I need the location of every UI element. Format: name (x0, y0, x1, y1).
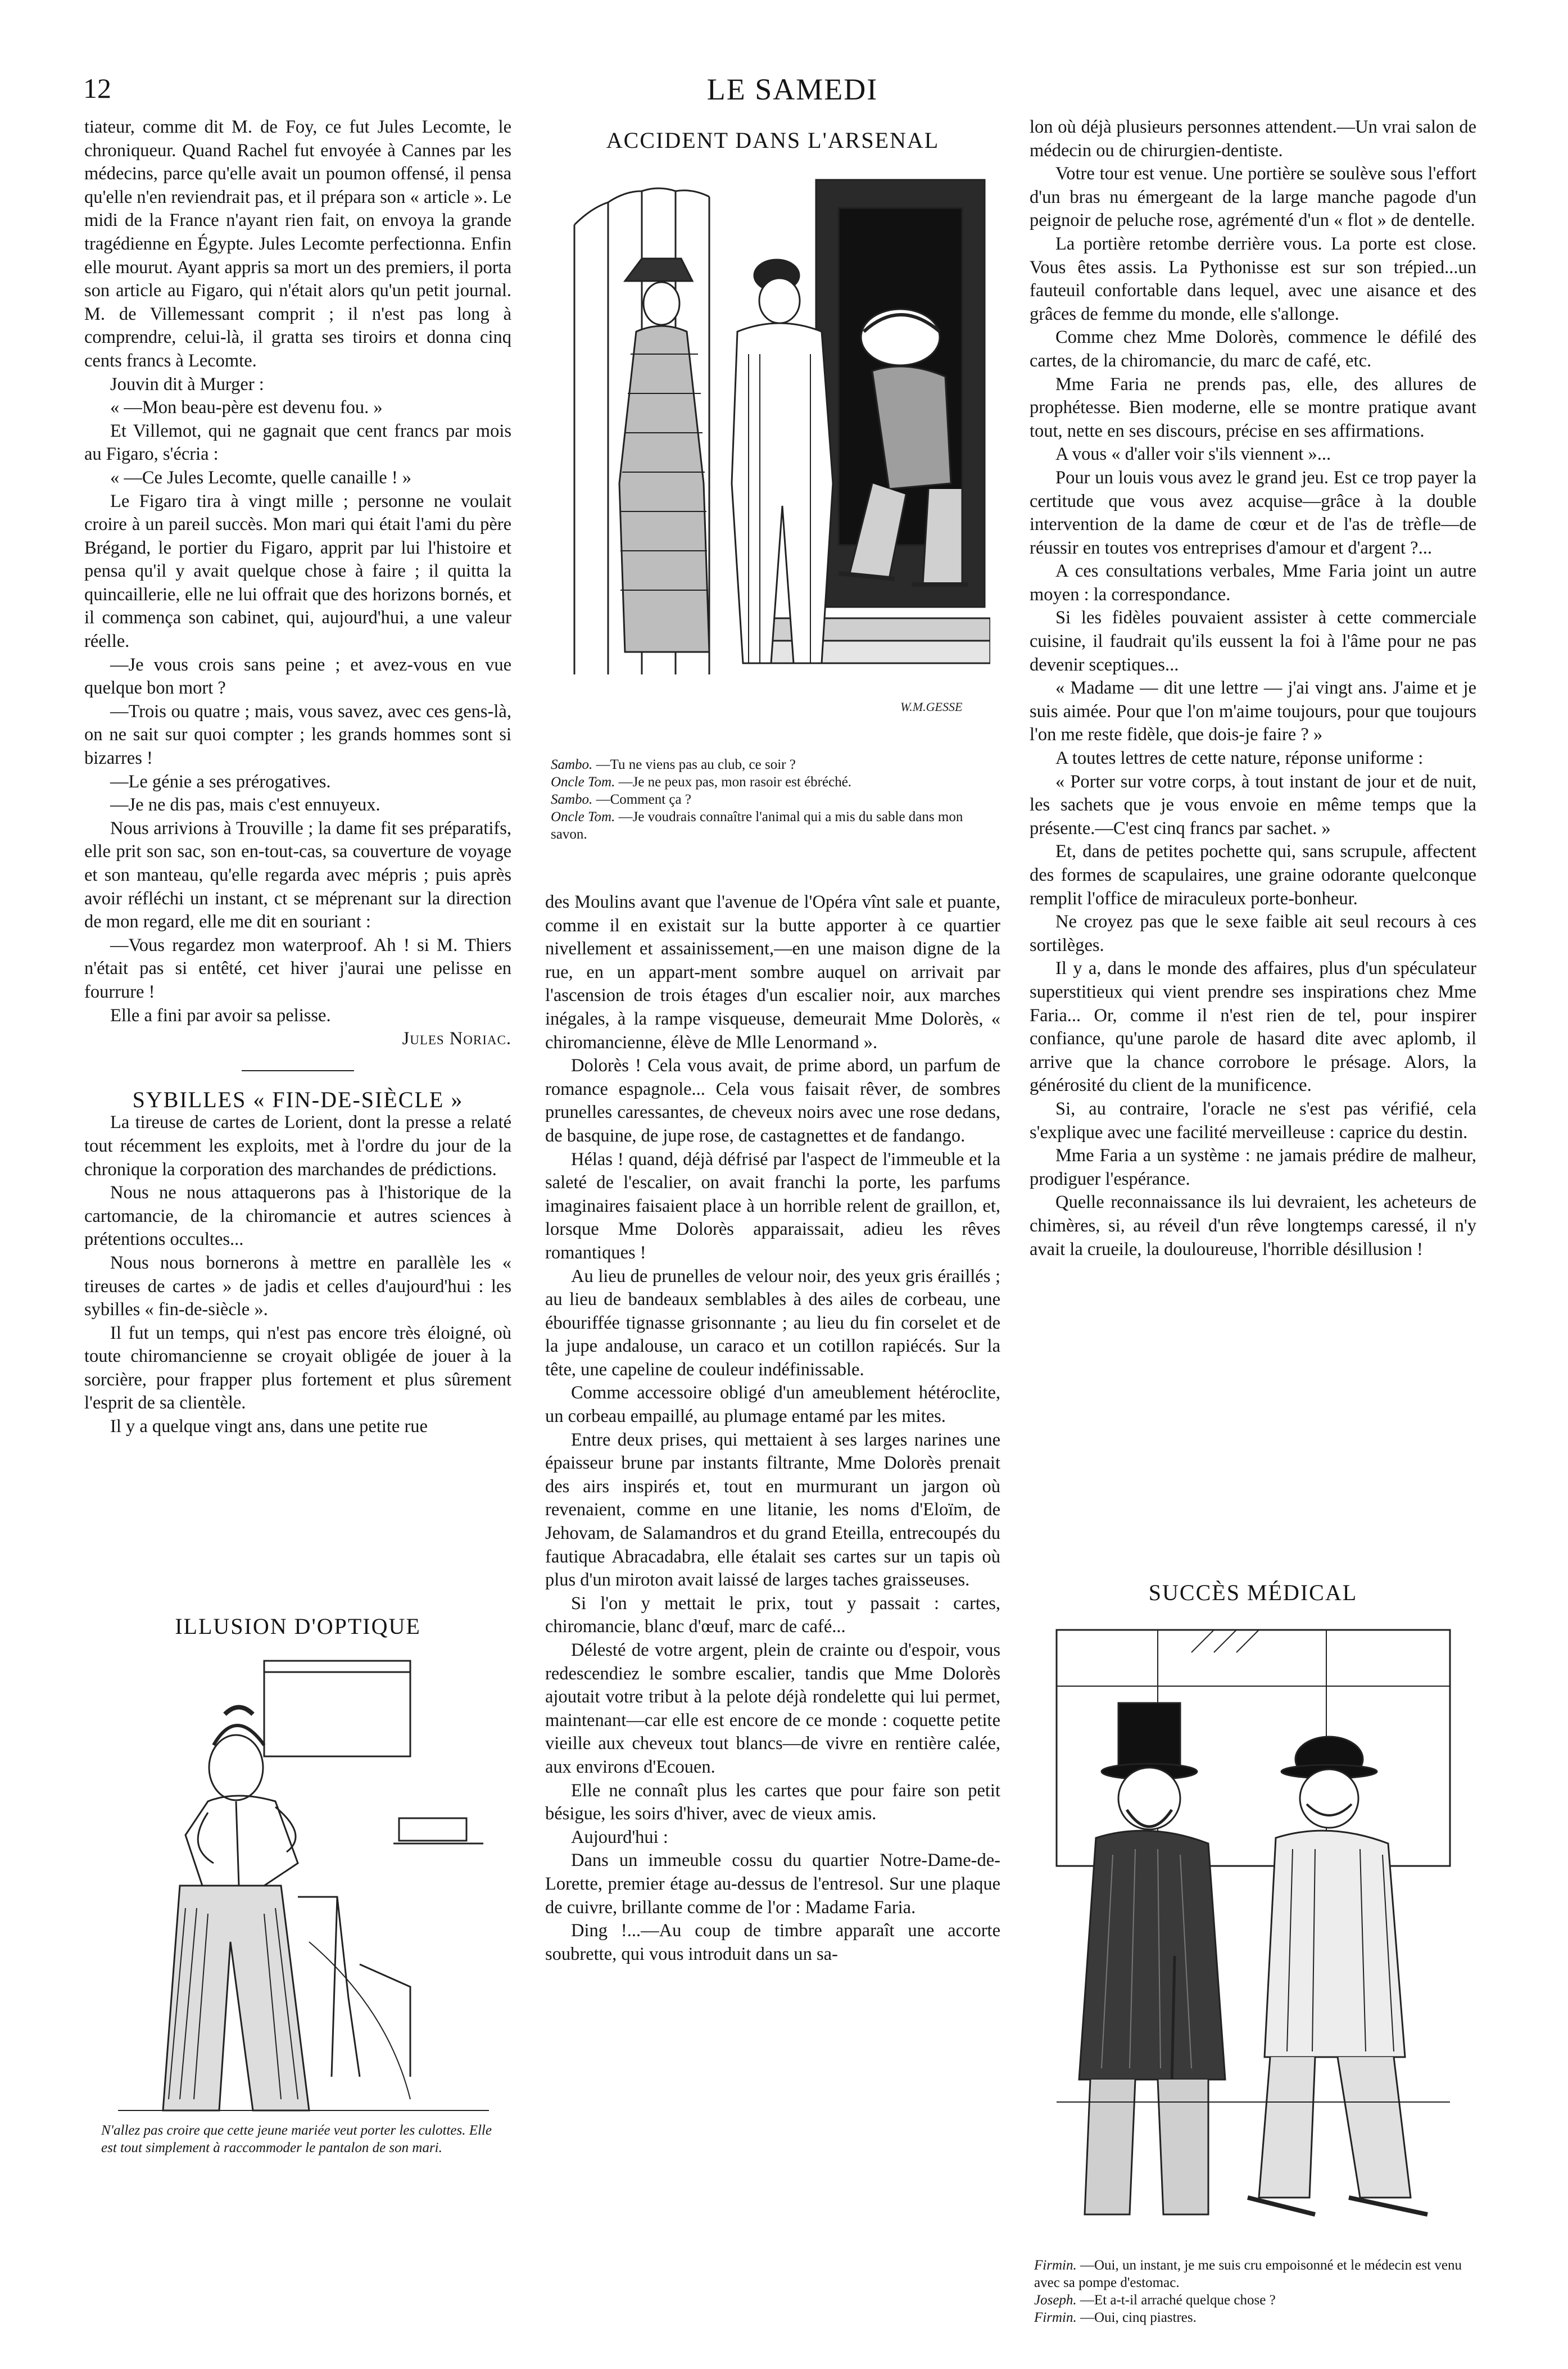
paragraph: Votre tour est venue. Une portière se soulève sous l'effort d'un bras nu émergeant de la large manche pagode d'un peignoir de peluche rose, agrémenté d'un « flot » de dentelle. (1030, 164, 1476, 231)
illustration-title-arsenal: ACCIDENT DANS L'ARSENAL (606, 128, 940, 153)
illustration-medical (1045, 1619, 1461, 2237)
paragraph: Jouvin dit à Murger : (110, 374, 264, 395)
paragraph: La tireuse de cartes de Lorient, dont la presse a relaté tout récemment les exploits, met à l'ordre du jour de la chronique la corporation des marchandes de prédictions. (84, 1112, 511, 1180)
paragraph: Nous ne nous attaquerons pas à l'historique de la cartomancie, de la chiromancie et autres sciences à prétentions occultes... (84, 1183, 511, 1250)
paragraph: Quelle reconnaissance ils lui devraient, les acheteurs de chimères, si, au réveil d'un rêve longtemps caressé, il n'y avait la crueile, la douloureuse, l'horrible désillusion ! (1030, 1192, 1476, 1260)
dialogue: —Oui, un instant, je me suis cru empoisonné et le médecin est venu avec sa pompe d'estomac. (1034, 2258, 1462, 2290)
author-signature: Jules Noriac. (402, 1029, 511, 1049)
caption-line (1034, 2257, 1472, 2291)
paragraph: Dolorès ! Cela vous avait, de prime abord, un parfum de romance espagnole... Cela vous faisait rêver, de sombres prunelles caressantes, de cheveux noirs avec une rose dedans, de basquine, de jupe rose, de castagnettes et de fandango. (545, 1056, 1000, 1146)
paragraph: —Je ne dis pas, mais c'est ennuyeux. (110, 795, 380, 816)
journal-title: LE SAMEDI (706, 73, 878, 106)
illustration-optique (96, 1650, 500, 2116)
paragraph: Et, dans de petites pochette qui, sans scrupule, affectent des formes de scapulaires, une graine odorante quelconque remplit l'office de miraculeux porte-bonheur. (1030, 841, 1476, 909)
paragraph: Elle ne connaît plus les cartes que pour faire son petit bésigue, les soirs d'hiver, avec de vieux amis. (545, 1780, 1000, 1824)
illustration-title-medical: SUCCÈS MÉDICAL (1148, 1580, 1358, 1605)
two-men-seated-illustration (1045, 1619, 1461, 2237)
paragraph: A ces consultations verbales, Mme Faria joint un autre moyen : la correspondance. (1030, 561, 1476, 605)
paragraph: Ding !...—Au coup de timbre apparaît une accorte soubrette, qui vous introduit dans un sa- (545, 1920, 1000, 1964)
paragraph: Il y a quelque vingt ans, dans une petite rue (110, 1416, 428, 1437)
caption-line (551, 791, 995, 808)
section-divider (242, 1070, 354, 1071)
illustration-caption-optique: N'allez pas croire que cette jeune mariée veut porter les culottes. Elle est tout simplement à raccommoder le pantalon de son mari. (101, 2123, 492, 2155)
paragraph: Ne croyez pas que le sexe faible ait seul recours à ces sortilèges. (1030, 912, 1476, 955)
caption-line (551, 756, 995, 773)
illustration-arsenal (558, 169, 990, 736)
section-title: SYBILLES « FIN-DE-SIÈCLE » (132, 1086, 464, 1112)
artist-signature: W.M.GESSE (900, 700, 963, 714)
column-left (84, 116, 511, 1439)
paragraph: Mme Faria ne prends pas, elle, des allures de prophétesse. Bien moderne, elle se montre pratique avant tout, nette en ses discours, précise en ses affirmations. (1030, 374, 1476, 441)
paragraph: Nous nous bornerons à mettre en parallèle les « tireuses de cartes » de jadis et celles d'aujourd'hui : les sybilles « fin-de-siècle ». (84, 1252, 511, 1320)
paragraph: La portière retombe derrière vous. La porte est close. Vous êtes assis. La Pythonisse est sur son trépied...un fauteuil confortable dans lequel, avec une aisance et des grâces de femme du monde, elle s'allonge. (1030, 233, 1476, 324)
dialogue: —Je voudrais connaître l'animal qui a mis du sable dans mon savon. (551, 809, 963, 842)
dialogue: —Oui, cinq piastres. (1076, 2310, 1197, 2325)
paragraph: lon où déjà plusieurs personnes attendent.—Un vrai salon de médecin ou de chirurgien-dentiste. (1030, 117, 1476, 161)
paragraph: —Vous regardez mon waterproof. Ah ! si M. Thiers n'était pas si entêté, cet hiver j'aurai une pelisse en fourrure ! (84, 935, 511, 1002)
woman-mending-illustration (96, 1650, 500, 2116)
paragraph: Et Villemot, qui ne gagnait que cent francs par mois au Figaro, s'écria : (84, 420, 511, 465)
paragraph: « Porter sur votre corps, à tout instant de jour et de nuit, les sachets que je vous envoie en même temps que la présente.—C'est cinq francs par sachet. » (1030, 771, 1476, 839)
caption-line (551, 808, 995, 843)
arsenal-scene-illustration (558, 169, 990, 736)
paragraph: Entre deux prises, qui mettaient à ses larges narines une épaisseur brune par instants filtrante, Mme Dolorès prenait des airs inspirés et, tout en murmurant un jargon où revenaient, comme en une litanie, les noms d'Eloïm, de Jehovam, de Salamandros et du grand Eteilla, entrecoupés du fautique Abracadabra, elle étalait ses cartes sur un tapis où plus d'un miroton avait laissé de larges taches graisseuses. (545, 1429, 1000, 1591)
dialogue: —Et a-t-il arraché quelque chose ? (1076, 2293, 1276, 2308)
paragraph: tiateur, comme dit M. de Foy, ce fut Jules Lecomte, le chroniqueur. Quand Rachel fut envoyée à Cannes par les médecins, parce qu'elle avait un poumon offensé, il pensa qu'elle n'en reviendrait pas, et il prépara son « article ». Le midi de la France n'ayant rien fait, on envoya la grande tragédienne en Égypte. Jules Lecomte perfectionna. Enfin elle mourut. Ayant appris sa mort un des premiers, il porta son article au Figaro, qui n'était alors qu'un petit journal. M. de Villemessant comprit ; il n'est pas long à comprendre, celui-là, il gratta ses tiroirs et donna cinq cents francs à Lecomte. (84, 117, 511, 371)
paragraph: A vous « d'aller voir s'ils viennent »... (1055, 444, 1331, 465)
paragraph: —Le génie a ses prérogatives. (110, 771, 331, 792)
paragraph: Hélas ! quand, déjà défrisé par l'aspect de l'immeuble et la saleté de l'escalier, on avait franchi la porte, les parfums imaginaires faisaient place à un horrible relent de graillon, et, lorsque Mme Dolorès apparaissait, adieu les rêves romantiques ! (545, 1149, 1000, 1263)
paragraph: Comme accessoire obligé d'un ameublement hétéroclite, un corbeau empaillé, au plumage entamé par les mites. (545, 1383, 1000, 1427)
speaker: Oncle Tom. (551, 774, 615, 790)
paragraph: Dans un immeuble cossu du quartier Notre-Dame-de-Lorette, premier étage au-dessus de l'entresol. Sur une plaque de cuivre, brillante comme de l'or : Madame Faria. (545, 1850, 1000, 1918)
speaker: Firmin. (1034, 2258, 1077, 2273)
paragraph: —Trois ou quatre ; mais, vous savez, avec ces gens-là, on ne sait sur quoi compter ; les grands hommes sont si bizarres ! (84, 701, 511, 769)
paragraph: Nous arrivions à Trouville ; la dame fit ses préparatifs, elle prit son sac, son en-tout-cas, sa couverture de voyage et son manteau, qu'elle regarda avec mépris ; puis après avoir réfléchi un instant, ct se méprenant sur la direction de mon regard, elle me dit en souriant : (84, 818, 511, 932)
paragraph: A toutes lettres de cette nature, réponse uniforme : (1055, 748, 1424, 769)
illustration-caption-medical (1034, 2257, 1472, 2326)
caption-line (1034, 2309, 1472, 2326)
dialogue: —Je ne peux pas, mon rasoir est ébréché. (615, 774, 852, 790)
paragraph: Si, au contraire, l'oracle ne s'est pas vérifié, cela s'explique avec une facilité merveilleuse : caprice du destin. (1030, 1098, 1476, 1143)
illustration-caption-arsenal (551, 756, 995, 843)
speaker: Sambo. (551, 792, 593, 807)
column-middle (545, 891, 1000, 1966)
paragraph: « —Ce Jules Lecomte, quelle canaille ! » (110, 467, 412, 488)
paragraph: Mme Faria a un système : ne jamais prédire de malheur, prodiguer l'espérance. (1030, 1145, 1476, 1189)
paragraph: « Madame — dit une lettre — j'ai vingt ans. J'aime et je suis aimée. Pour que l'on m'aime toujours, pour que toujours l'on me reste fidèle, que dois-je faire ? » (1030, 678, 1476, 745)
paragraph: Aujourd'hui : (571, 1827, 668, 1847)
caption-line (1034, 2291, 1472, 2309)
paragraph: « —Mon beau-père est devenu fou. » (110, 397, 383, 418)
paragraph: Elle a fini par avoir sa pelisse. (110, 1005, 331, 1026)
paragraph: Le Figaro tira à vingt mille ; personne ne voulait croire à un pareil succès. Mon mari qui était l'ami du père Brégand, le portier du Figaro, apprit par lui l'histoire et pensa qu'il y avait quelque chose à faire ; il quitta la quincaillerie, elle ne lui offrait que des horizons bornés, et il commença son cabinet, qui, aujourd'hui, a une valeur réelle. (84, 491, 511, 652)
caption-line (551, 773, 995, 791)
paragraph: Délesté de votre argent, plein de crainte ou d'espoir, vous redescendiez le sombre escalier, tandis que Mme Dolorès ajoutait votre tribut à la pelote déjà rondelette qui lui permet, maintenant—car elle est encore de ce monde : coquette petite vieille aux cheveux tout blancs—de vivre en rentière calée, aux environs d'Ecouen. (545, 1640, 1000, 1777)
paragraph: Il fut un temps, qui n'est pas encore très éloigné, où toute chiromancienne se croyait obligée de jouer à la sorcière, pour frapper plus fortement et plus sûrement l'esprit de sa clientèle. (84, 1322, 511, 1414)
speaker: Joseph. (1034, 2293, 1077, 2308)
illustration-title-optique: ILLUSION D'OPTIQUE (175, 1614, 421, 1639)
speaker: Firmin. (1034, 2310, 1077, 2325)
paragraph: Si l'on y mettait le prix, tout y passait : cartes, chiromancie, blanc d'œuf, marc de café... (545, 1593, 1000, 1637)
paragraph: Pour un louis vous avez le grand jeu. Est ce trop payer la certitude que vous avez acquise—grâce à la double intervention de la dame de cœur et de l'as de trèfle—de réussir en toutes vos entreprises d'amour et d'argent ?... (1030, 467, 1476, 558)
paragraph: Si les fidèles pouvaient assister à cette commerciale cuisine, il faudrait qu'ils eussent la foi à l'âme pour ne pas devenir sceptiques... (1030, 608, 1476, 675)
dialogue: —Tu ne viens pas au club, ce soir ? (592, 757, 796, 772)
speaker: Oncle Tom. (551, 809, 615, 825)
paragraph: des Moulins avant que l'avenue de l'Opéra vînt sale et puante, comme il en existait sur la butte apporter à ce quartier nivellement et assainissement,—en une maison digne de la rue, en un appart-ment sombre auquel on arrivait par l'ascension de trois étages d'un escalier noir, aux marches inégales, à la rampe visqueuse, demeurait Mme Dolorès, « chiromancienne, élève de Mlle Lenormand ». (545, 892, 1000, 1053)
paragraph: Au lieu de prunelles de velour noir, des yeux gris éraillés ; au lieu de bandeaux semblables à des ailes de corbeau, une ébouriffée tignasse grisonnante ; au lieu du fin corselet et de la jupe andalouse, un caraco et un cotillon rapiécés. Sur la tête, une capeline de couleur indéfinissable. (545, 1266, 1000, 1380)
speaker: Sambo. (551, 757, 593, 772)
dialogue: —Comment ça ? (592, 792, 691, 807)
paragraph: Comme chez Mme Dolorès, commence le défilé des cartes, de la chiromancie, du marc de café, etc. (1030, 327, 1476, 371)
paragraph: Il y a, dans le monde des affaires, plus d'un spéculateur superstitieux qui vient prendre ses inspirations chez Mme Faria... Or, comme il n'est rien de tel, pour inspirer confiance, qu'une parole de hasard dite avec aplomb, il arrive que la chance corrobore le présage. Alors, la générosité du client de la munificence. (1030, 958, 1476, 1096)
paragraph: —Je vous crois sans peine ; et avez-vous en vue quelque bon mort ? (84, 654, 511, 699)
column-right (1030, 116, 1476, 1261)
page-number: 12 (83, 73, 111, 104)
